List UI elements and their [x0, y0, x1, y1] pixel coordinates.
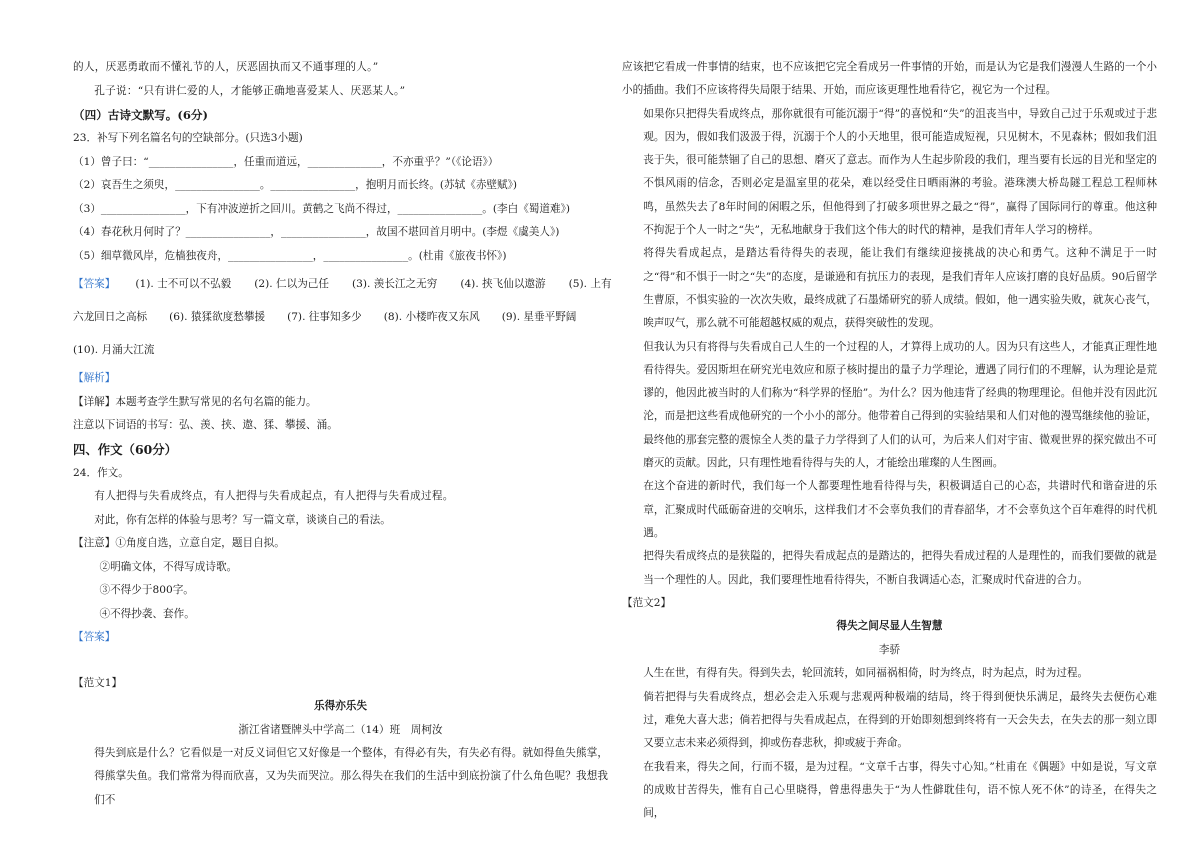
sample-1-paragraph-1-cont: 应该把它看成一件事情的结束，也不应该把它完全看成另一件事情的开始，而是认为它是我们漫漫人生路的一个小小的插曲。我们不应该将得失局限于结果、开始，而应该更理性地看待它，视它为一个过程。 [622, 61, 1157, 97]
essay-note-2: ②明确文体，不得写成诗歌。 [99, 560, 238, 573]
answer-5: (5). 上有 [568, 278, 612, 290]
sample-1-tag: 【范文1】 [73, 676, 123, 689]
section-four-title: （四）古诗文默写。(6分) [73, 108, 208, 122]
sample-1-paragraph-5: 在这个奋进的新时代，我们每一个人都要理性地看待得与失，积极调适自己的心态，共谱时代和谐奋进的乐章，汇聚成时代砥砺奋进的交响乐，这样我们才不会辜负我们的青春韶华，才不会辜负这个百年难得的时代机遇。 [643, 480, 1157, 539]
sample-1-paragraph-1: 得失到底是什么？它看似是一对反义词但它又好像是一个整体，有得必有失，有失必有得。就如得鱼失熊掌，得熊掌失鱼。我们常常为得而欣喜，又为失而哭泣。那么得失在我们的生活中到底扮演了什么角色呢？我想我们不 [94, 747, 608, 806]
answer-9: (9). 星垂平野阔 [501, 311, 577, 323]
blank-gap [73, 650, 608, 672]
answer-4: (4). 挟飞仙以遨游 [460, 278, 546, 290]
sample-1-author: 浙江省诸暨牌头中学高二（14）班 周柯汝 [238, 723, 443, 736]
question-24: 24．作文。 [73, 466, 129, 479]
essay-section-title: 四、作文（60分） [73, 441, 177, 457]
essay-prompt-1: 有人把得与失看成终点，有人把得与失看成起点，有人把得与失看成过程。 [94, 490, 454, 502]
answer-3: (3). 羡长江之无穷 [352, 278, 438, 290]
quote-continuation: 的人，厌恶勇敢而不懂礼节的人，厌恶固执而又不通事理的人。” [73, 61, 379, 73]
sample-2-tag: 【范文2】 [622, 596, 672, 609]
answer-tag-2: 【答案】 [73, 631, 116, 643]
right-column [622, 56, 1157, 825]
sample-2-author: 李骄 [878, 643, 901, 656]
answer-1: (1). 士不可以不弘毅 [135, 278, 232, 290]
answer-tag: 【答案】 [73, 278, 116, 290]
q23-item-5: （5）细草微风岸，危樯独夜舟，________________，________________。(杜甫《旅夜书怀》) [73, 249, 507, 262]
note-text: 注意以下词语的书写：弘、羡、挟、遨、猱、攀援、涌。 [73, 419, 338, 431]
q23-item-4: （4）春花秋月何时了？________________，________________，故国不堪回首月明中。(李煜《虞美人》) [73, 226, 560, 238]
sample-1-paragraph-3: 将得失看成起点，是踏达看待得失的表现，能让我们有继续迎接挑战的决心和勇气。这种不满足于一时之“得”和不惧于一时之“失”的态度，是谦逊和有抗压力的表现，是我们青年人应该打磨的良好品质。90后留学生曹原，不惧实验的一次次失败，最终成就了石墨烯研究的骄人成绩。假如，他一遇实验失败，就灰心丧气，唉声叹气，那么就不可能超越权威的观点，获得突破性的发现。 [643, 247, 1157, 330]
sample-2-paragraph-2: 倘若把得与失看成终点，想必会走入乐观与悲观两种极端的结局，终于得到便快乐满足，最终失去便伤心难过，难免大喜大悲；倘若把得与失看成起点，在得到的开始即刻想到终将有一天会失去，在失去的那一刻立即又要立志未来必须得到，抑或伤春悲秋，抑或疲于奔命。 [643, 690, 1157, 750]
q23-item-2: （2）哀吾生之须臾，________________。________________，抱明月而长终。(苏轼《赤壁赋》) [73, 179, 518, 191]
sample-1-paragraph-6: 把得失看成终点的是狭隘的，把得失看成起点的是踏达的，把得失看成过程的人是理性的，而我们要做的就是当一个理性的人。因此，我们要理性地看待得失，不断自我调适心态，汇聚成时代奋进的合力。 [643, 550, 1157, 586]
answers-row-3 [73, 334, 608, 367]
sample-1-paragraph-2: 如果你只把得失看成终点，那你就很有可能沉溺于“得”的喜悦和“失”的沮丧当中，导致自己过于乐观或过于悲观。因为，假如我们汲汲于得，沉溺于个人的小天地里，很可能造成短视，只见树木，不见森林；假如我们沮丧于失，很可能禁锢了自己的思想、磨灭了意志。而作为人生起步阶段的我们，理当要有长远的目光和坚定的不惧风雨的信念，否则必定是温室里的花朵，难以经受住日晒雨淋的考验。港珠澳大桥岛隧工程总工程师林鸣，虽然失去了8年时间的闲暇之乐，但他得到了打破多项世界之最之“得”，赢得了国际同行的尊重。他这种不拘泥于个人一时之“失”，无私地献身于我们这个伟大的时代的精神，是我们青年人学习的榜样。 [643, 107, 1157, 237]
sample-1-title: 乐得亦乐失 [314, 700, 367, 712]
sample-2-title: 得失之间尽显人生智慧 [836, 620, 943, 633]
answers-row-2 [73, 301, 608, 334]
answers-row-1 [73, 268, 612, 301]
sample-1-paragraph-4: 但我认为只有将得与失看成自己人生的一个过程的人，才算得上成功的人。因为只有这些人，才能真正理性地看待得失。爱因斯坦在研究光电效应和原子核时提出的量子力学理论，遭遇了同行们的不理解，认为理论是荒谬的，他因此被当时的人们称为“科学界的怪胎”。为什么？因为他违背了经典的物理理论。但他并没有因此沉沦，而是把这些看成他研究的一个小小的部分。他带着自己得到的实验结果和人们对他的漫骂继续他的验证，最终他的那套完整的震惊全人类的量子力学得到了人们的认可，为后来人们对宇宙、微观世界的探究做出不可磨灭的贡献。因此，只有理性地看待得与失的人，才能绘出璀璨的人生图画。 [643, 340, 1157, 470]
answer-5-cont: 六龙回日之高标 [73, 311, 148, 323]
left-column [73, 56, 612, 812]
essay-note-4: ④不得抄袭、套作。 [99, 607, 195, 620]
answer-2: (2). 仁以为己任 [254, 278, 329, 290]
quote-kongzi: 孔子说：“只有讲仁爱的人，才能够正确地喜爱某人、厌恶某人。” [94, 84, 406, 97]
detail-text: 【详解】本题考查学生默写常见的名句名篇的能力。 [73, 395, 317, 408]
answer-8: (8). 小楼昨夜又东风 [383, 311, 480, 323]
answer-10: (10). 月涌大江流 [73, 344, 155, 356]
sample-2-paragraph-1: 人生在世，有得有失。得到失去，轮回流转，如同福祸相倚，时为终点，时为起点，时为过程。 [643, 667, 1089, 680]
question-23: 23．补写下列名篇名句的空缺部分。(只选3小题) [73, 132, 303, 144]
q23-item-3: （3）________________，下有冲波逆折之回川。黄鹤之飞尚不得过，________________。(李白《蜀道难》) [73, 202, 571, 215]
q23-item-1: （1）曾子曰：“________________，任重而道远，______________，不亦重乎？”（《论语》） [73, 155, 499, 168]
sample-2-paragraph-3: 在我看来，得失之间，行而不辍，是为过程。“文章千古事，得失寸心知。”杜甫在《偶题》中如是说，写文章的成败甘苦得失，惟有自己心里晓得，曾患得患失于“为人性僻耽佳句，语不惊人死不休”的诗圣，在得失之间， [643, 760, 1157, 820]
essay-prompt-2: 对此，你有怎样的体验与思考？写一篇文章，谈谈自己的看法。 [94, 513, 391, 526]
analysis-tag: 【解析】 [73, 372, 116, 384]
essay-note-1: 【注意】①角度自选，立意自定，题目自拟。 [73, 537, 285, 549]
essay-note-3: ③不得少于800字。 [99, 584, 194, 596]
answer-6: (6). 猿猱欲度愁攀援 [169, 311, 266, 323]
answer-7: (7). 往事知多少 [287, 311, 362, 323]
